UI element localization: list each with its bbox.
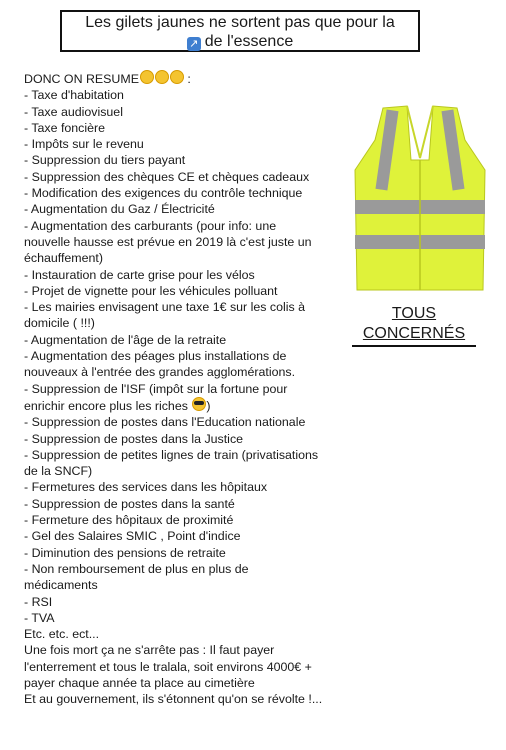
list-item: nouveaux à l'entrée des grandes agglomérations.: [24, 365, 296, 380]
list-item: - Augmentation des carburants (pour info: une: [24, 218, 277, 233]
title-line-2: ↗ de l'essence: [62, 32, 418, 51]
list-item: payer chaque année ta place au cimetière: [24, 675, 255, 690]
list-item: - Suppression du tiers payant: [24, 153, 186, 168]
list-item: - Fermeture des hôpitaux de proximité: [24, 513, 234, 528]
list-item: - Non remboursement de plus en plus de: [24, 561, 249, 576]
list-item: - Augmentation des péages plus installations de: [24, 349, 287, 364]
thinking-face-icon: [140, 70, 154, 84]
list-item: Etc. etc. ect...: [24, 627, 100, 642]
list-item: - Suppression de petites lignes de train (privatisations: [24, 447, 319, 462]
list-item: - Suppression de postes dans la Justice: [24, 431, 244, 446]
list-item: - Fermetures des services dans les hôpitaux: [24, 480, 268, 495]
list-item: enrichir encore plus les riches ): [24, 398, 211, 413]
list-item: - Gel des Salaires SMIC , Point d'indice: [24, 529, 241, 544]
title-line-1: Les gilets jaunes ne sortent pas que pour la: [85, 14, 395, 31]
list-item: - Augmentation du Gaz / Électricité: [24, 202, 215, 217]
list-item: - Instauration de carte grise pour les vélos: [24, 267, 255, 282]
callout-line-2: CONCERNÉS: [362, 325, 466, 342]
divider: [352, 345, 476, 347]
list-item: - Impôts sur le revenu: [24, 137, 144, 152]
list-lead: DONC ON RESUME :: [24, 72, 191, 86]
list-item: l'enterrement et tous le tralala, soit environs 4000€ +: [24, 659, 312, 674]
list-item: - Suppression de l'ISF (impôt sur la fortune pour: [24, 381, 288, 396]
list-item: - Taxe foncière: [24, 120, 106, 135]
list-item: de la SNCF): [24, 464, 93, 479]
list-item: Et au gouvernement, ils s'étonnent qu'on se révolte !...: [24, 692, 323, 707]
list-item: - TVA: [24, 610, 55, 625]
callout-all-concerned: [352, 304, 476, 347]
sunglasses-face-icon: [192, 397, 206, 411]
list-item: médicaments: [24, 578, 98, 593]
list-item: - Taxe d'habitation: [24, 88, 124, 103]
yellow-vest-icon: [345, 100, 495, 295]
callout-line-1: TOUS: [391, 305, 437, 322]
list-item: - Augmentation de l'âge de la retraite: [24, 332, 227, 347]
list-item: domicile ( !!!): [24, 316, 95, 331]
title-box: [60, 10, 420, 52]
list-item: - Modification des exigences du contrôle technique: [24, 186, 303, 201]
list-item: - Projet de vignette pour les véhicules polluant: [24, 283, 278, 298]
list-item: - Suppression des chèques CE et chèques cadeaux: [24, 169, 310, 184]
thinking-face-icon: [170, 70, 184, 84]
list-item: - Suppression de postes dans l'Education nationale: [24, 415, 306, 430]
list-item: - RSI: [24, 594, 53, 609]
list-item: Une fois mort ça ne s'arrête pas : Il faut payer: [24, 643, 275, 658]
grievance-list: [24, 70, 354, 708]
thinking-face-icon: [155, 70, 169, 84]
list-item: nouvelle hausse est prévue en 2019 là c'est juste un: [24, 234, 312, 249]
list-item: - Les mairies envisagent une taxe 1€ sur les colis à: [24, 300, 305, 315]
list-item: - Diminution des pensions de retraite: [24, 545, 226, 560]
list-item: - Suppression de postes dans la santé: [24, 496, 235, 511]
list-item: - Taxe audiovisuel: [24, 104, 123, 119]
up-right-arrow-icon: ↗: [187, 37, 201, 51]
list-item: échauffement): [24, 251, 103, 266]
